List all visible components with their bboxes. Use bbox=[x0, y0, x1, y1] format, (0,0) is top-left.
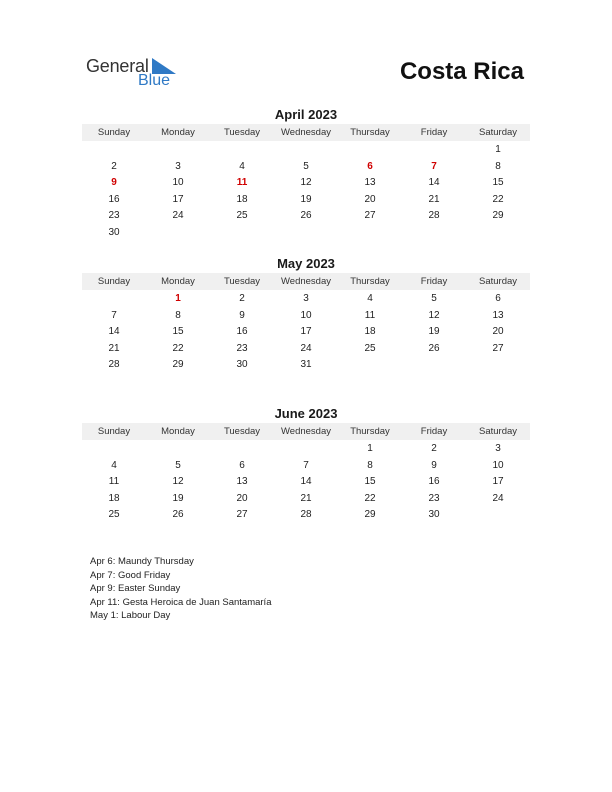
day-cell: 7 bbox=[111, 309, 117, 321]
logo bbox=[86, 56, 186, 92]
day-cell: 18 bbox=[108, 492, 120, 504]
day-cell: 24 bbox=[300, 342, 312, 354]
day-cell: 3 bbox=[495, 443, 501, 454]
week-row bbox=[82, 324, 530, 341]
day-cell bbox=[466, 225, 530, 242]
day-cell: 29 bbox=[364, 509, 376, 521]
weekday-label: Saturday bbox=[478, 127, 518, 138]
day-cell: 28 bbox=[300, 509, 312, 521]
holiday-item: Apr 11: Gesta Heroica de Juan Santamaría bbox=[90, 596, 272, 608]
day-cell: 27 bbox=[492, 342, 504, 354]
day-cell: 17 bbox=[172, 193, 184, 205]
day-cell: 16 bbox=[108, 193, 120, 205]
country-title: Costa Rica bbox=[399, 58, 524, 85]
day-cell bbox=[274, 225, 338, 242]
day-cell: 9 bbox=[431, 459, 437, 471]
day-cell: 20 bbox=[492, 326, 504, 338]
day-cell: 14 bbox=[300, 476, 312, 488]
month-title: June 2023 bbox=[274, 406, 338, 421]
holiday-item: Apr 7: Good Friday bbox=[90, 569, 171, 581]
day-cell: 2 bbox=[111, 160, 117, 172]
weekday-label: Friday bbox=[420, 276, 448, 287]
day-cell: 23 bbox=[108, 210, 120, 222]
day-cell: 10 bbox=[172, 177, 184, 189]
day-cell bbox=[466, 507, 530, 524]
weekday-label: Wednesday bbox=[281, 276, 331, 287]
weekday-label: Tuesday bbox=[223, 276, 261, 287]
week-row bbox=[82, 308, 530, 325]
day-cell: 6 bbox=[239, 459, 245, 471]
day-cell: 30 bbox=[428, 509, 440, 521]
day-cell bbox=[210, 225, 274, 242]
day-cell: 6 bbox=[495, 293, 501, 304]
day-cell: 17 bbox=[300, 326, 312, 338]
day-cell: 25 bbox=[108, 509, 120, 521]
holiday-item: Apr 9: Easter Sunday bbox=[90, 583, 181, 595]
day-cell: 21 bbox=[108, 342, 120, 354]
day-cell: 11 bbox=[108, 476, 120, 488]
day-cell: 29 bbox=[492, 210, 504, 222]
day-cell: 5 bbox=[431, 293, 437, 304]
day-cell bbox=[402, 225, 466, 242]
day-cell: 14 bbox=[108, 326, 120, 338]
day-cell bbox=[402, 357, 466, 374]
week-row bbox=[82, 225, 530, 242]
day-cell: 31 bbox=[300, 359, 312, 371]
weekday-label: Thursday bbox=[350, 426, 390, 437]
weekday-label: Wednesday bbox=[281, 426, 331, 437]
holiday-list bbox=[90, 555, 271, 623]
weekday-label: Thursday bbox=[350, 276, 390, 287]
day-cell: 8 bbox=[367, 459, 373, 471]
weekday-label: Friday bbox=[420, 127, 448, 138]
day-cell: 19 bbox=[172, 492, 184, 504]
week-row bbox=[82, 159, 530, 176]
day-cell: 27 bbox=[236, 509, 248, 521]
weekday-label: Friday bbox=[420, 426, 448, 437]
day-cell bbox=[402, 142, 466, 159]
logo-text-blue: Blue bbox=[138, 72, 171, 89]
weekday-header bbox=[82, 124, 530, 141]
weekday-label: Sunday bbox=[97, 127, 131, 138]
weekday-label: Monday bbox=[161, 426, 195, 437]
day-cell: 24 bbox=[172, 210, 184, 222]
day-cell: 13 bbox=[492, 309, 504, 321]
week-row bbox=[82, 192, 530, 209]
day-cell: 7 bbox=[431, 160, 437, 172]
month-april bbox=[82, 107, 530, 242]
day-cell: 24 bbox=[492, 492, 504, 504]
day-cell: 23 bbox=[428, 492, 440, 504]
week-row bbox=[82, 175, 530, 192]
day-cell: 20 bbox=[236, 492, 248, 504]
day-cell: 26 bbox=[428, 342, 440, 354]
day-cell: 4 bbox=[111, 459, 117, 471]
day-cell: 1 bbox=[495, 144, 501, 155]
day-cell bbox=[274, 441, 338, 458]
day-cell: 16 bbox=[428, 476, 440, 488]
day-cell: 29 bbox=[172, 359, 184, 371]
day-cell: 16 bbox=[236, 326, 248, 338]
week-row bbox=[82, 142, 530, 159]
day-cell: 4 bbox=[239, 160, 245, 172]
day-cell: 2 bbox=[431, 443, 437, 454]
day-cell: 12 bbox=[300, 177, 312, 189]
day-cell: 18 bbox=[364, 326, 376, 338]
week-row bbox=[82, 441, 530, 458]
day-cell: 10 bbox=[492, 459, 504, 471]
day-cell: 18 bbox=[236, 193, 248, 205]
day-cell: 25 bbox=[364, 342, 376, 354]
day-cell: 28 bbox=[108, 359, 120, 371]
week-row bbox=[82, 507, 530, 524]
day-cell: 22 bbox=[492, 193, 504, 205]
day-cell: 6 bbox=[367, 160, 373, 172]
day-cell: 8 bbox=[495, 160, 501, 172]
day-cell: 25 bbox=[236, 210, 248, 222]
day-cell bbox=[338, 142, 402, 159]
week-row bbox=[82, 458, 530, 475]
day-cell bbox=[146, 225, 210, 242]
day-cell: 14 bbox=[428, 177, 440, 189]
month-title: April 2023 bbox=[274, 107, 338, 122]
day-cell: 13 bbox=[364, 177, 376, 189]
weekday-label: Tuesday bbox=[223, 426, 261, 437]
day-cell: 15 bbox=[492, 177, 504, 189]
weekday-header bbox=[82, 273, 530, 290]
day-cell: 11 bbox=[236, 177, 248, 189]
day-cell bbox=[146, 441, 210, 458]
holiday-item: Apr 6: Maundy Thursday bbox=[90, 556, 194, 567]
day-cell bbox=[82, 441, 146, 458]
day-cell: 12 bbox=[428, 309, 440, 321]
day-cell: 1 bbox=[367, 443, 373, 454]
day-cell: 11 bbox=[364, 309, 376, 321]
day-cell: 15 bbox=[172, 326, 184, 338]
day-cell: 21 bbox=[300, 492, 312, 504]
weekday-header bbox=[82, 423, 530, 440]
month-june bbox=[82, 406, 530, 524]
day-cell: 17 bbox=[492, 476, 504, 488]
week-row bbox=[82, 357, 530, 374]
day-cell: 22 bbox=[364, 492, 376, 504]
day-cell bbox=[338, 225, 402, 242]
day-cell: 5 bbox=[175, 459, 181, 471]
week-row bbox=[82, 291, 530, 308]
week-row bbox=[82, 474, 530, 491]
weekday-label: Tuesday bbox=[223, 127, 261, 138]
week-row bbox=[82, 341, 530, 358]
day-cell: 10 bbox=[300, 309, 312, 321]
day-cell bbox=[210, 142, 274, 159]
day-cell: 30 bbox=[108, 226, 120, 238]
day-cell: 7 bbox=[303, 459, 309, 471]
weekday-label: Sunday bbox=[97, 426, 131, 437]
day-cell bbox=[274, 142, 338, 159]
week-row bbox=[82, 491, 530, 508]
day-cell: 26 bbox=[300, 210, 312, 222]
day-cell: 19 bbox=[300, 193, 312, 205]
month-may bbox=[82, 256, 530, 374]
day-cell: 19 bbox=[428, 326, 440, 338]
weekday-label: Wednesday bbox=[281, 127, 331, 138]
day-cell: 1 bbox=[175, 293, 181, 304]
day-cell: 28 bbox=[428, 210, 440, 222]
day-cell: 3 bbox=[175, 160, 181, 172]
day-cell bbox=[466, 357, 530, 374]
day-cell: 30 bbox=[236, 359, 248, 371]
day-cell bbox=[338, 357, 402, 374]
day-cell: 23 bbox=[236, 342, 248, 354]
day-cell: 9 bbox=[111, 177, 117, 189]
holiday-item: May 1: Labour Day bbox=[90, 610, 171, 622]
weekday-label: Saturday bbox=[478, 426, 518, 437]
logo-text-general: General bbox=[86, 56, 149, 76]
day-cell: 15 bbox=[364, 476, 376, 488]
weekday-label: Saturday bbox=[478, 276, 518, 287]
week-row bbox=[82, 208, 530, 225]
day-cell: 5 bbox=[303, 160, 309, 172]
day-cell: 13 bbox=[236, 476, 248, 488]
day-cell: 9 bbox=[239, 309, 245, 321]
day-cell bbox=[82, 142, 146, 159]
weekday-label: Sunday bbox=[97, 276, 131, 287]
day-cell: 3 bbox=[303, 293, 309, 304]
day-cell: 4 bbox=[367, 293, 373, 304]
month-title: May 2023 bbox=[277, 256, 335, 271]
day-cell: 20 bbox=[364, 193, 376, 205]
weekday-label: Monday bbox=[161, 127, 195, 138]
day-cell: 26 bbox=[172, 509, 184, 521]
day-cell: 21 bbox=[428, 193, 440, 205]
day-cell bbox=[82, 291, 146, 308]
day-cell bbox=[146, 142, 210, 159]
day-cell: 8 bbox=[175, 309, 181, 321]
weekday-label: Thursday bbox=[350, 127, 390, 138]
weekday-label: Monday bbox=[161, 276, 195, 287]
day-cell: 22 bbox=[172, 342, 184, 354]
day-cell: 2 bbox=[239, 293, 245, 304]
day-cell: 27 bbox=[364, 210, 376, 222]
day-cell bbox=[210, 441, 274, 458]
day-cell: 12 bbox=[172, 476, 184, 488]
